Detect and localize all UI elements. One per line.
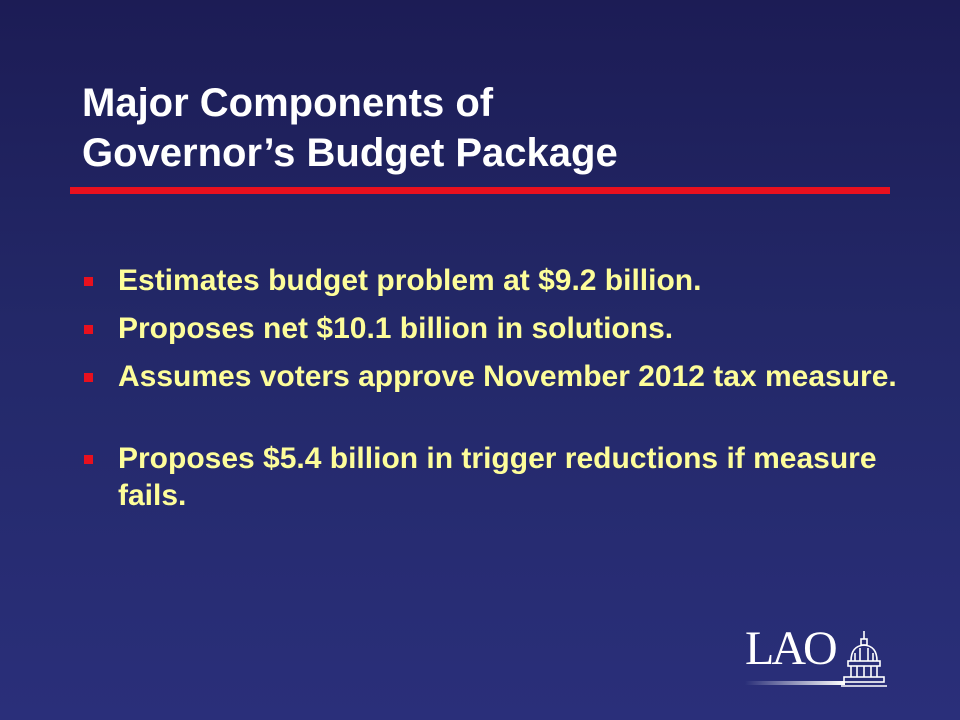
logo-text: LAO (745, 622, 835, 675)
square-bullet-icon (84, 325, 93, 334)
title-line-2: Governor’s Budget Package (82, 131, 618, 175)
square-bullet-icon (84, 455, 93, 464)
bullet-item (80, 310, 900, 347)
lao-logo (745, 623, 895, 693)
bullet-item (80, 358, 900, 395)
bullet-text: Proposes $5.4 billion in trigger reductions if measure fails. (118, 442, 877, 512)
slide-title (82, 78, 618, 178)
logo-underline (745, 681, 845, 685)
capitol-dome-icon (841, 629, 887, 691)
square-bullet-icon (84, 373, 93, 382)
bullet-text: Proposes net $10.1 billion in solutions. (118, 312, 674, 345)
title-line-1: Major Components of (82, 81, 494, 125)
bullet-item (80, 440, 900, 514)
bullet-text: Assumes voters approve November 2012 tax measure. (118, 360, 897, 393)
bullet-item (80, 262, 900, 299)
bullet-text: Estimates budget problem at $9.2 billion. (118, 264, 702, 297)
bullet-list (80, 262, 900, 525)
title-underline (70, 187, 890, 194)
square-bullet-icon (84, 277, 93, 286)
